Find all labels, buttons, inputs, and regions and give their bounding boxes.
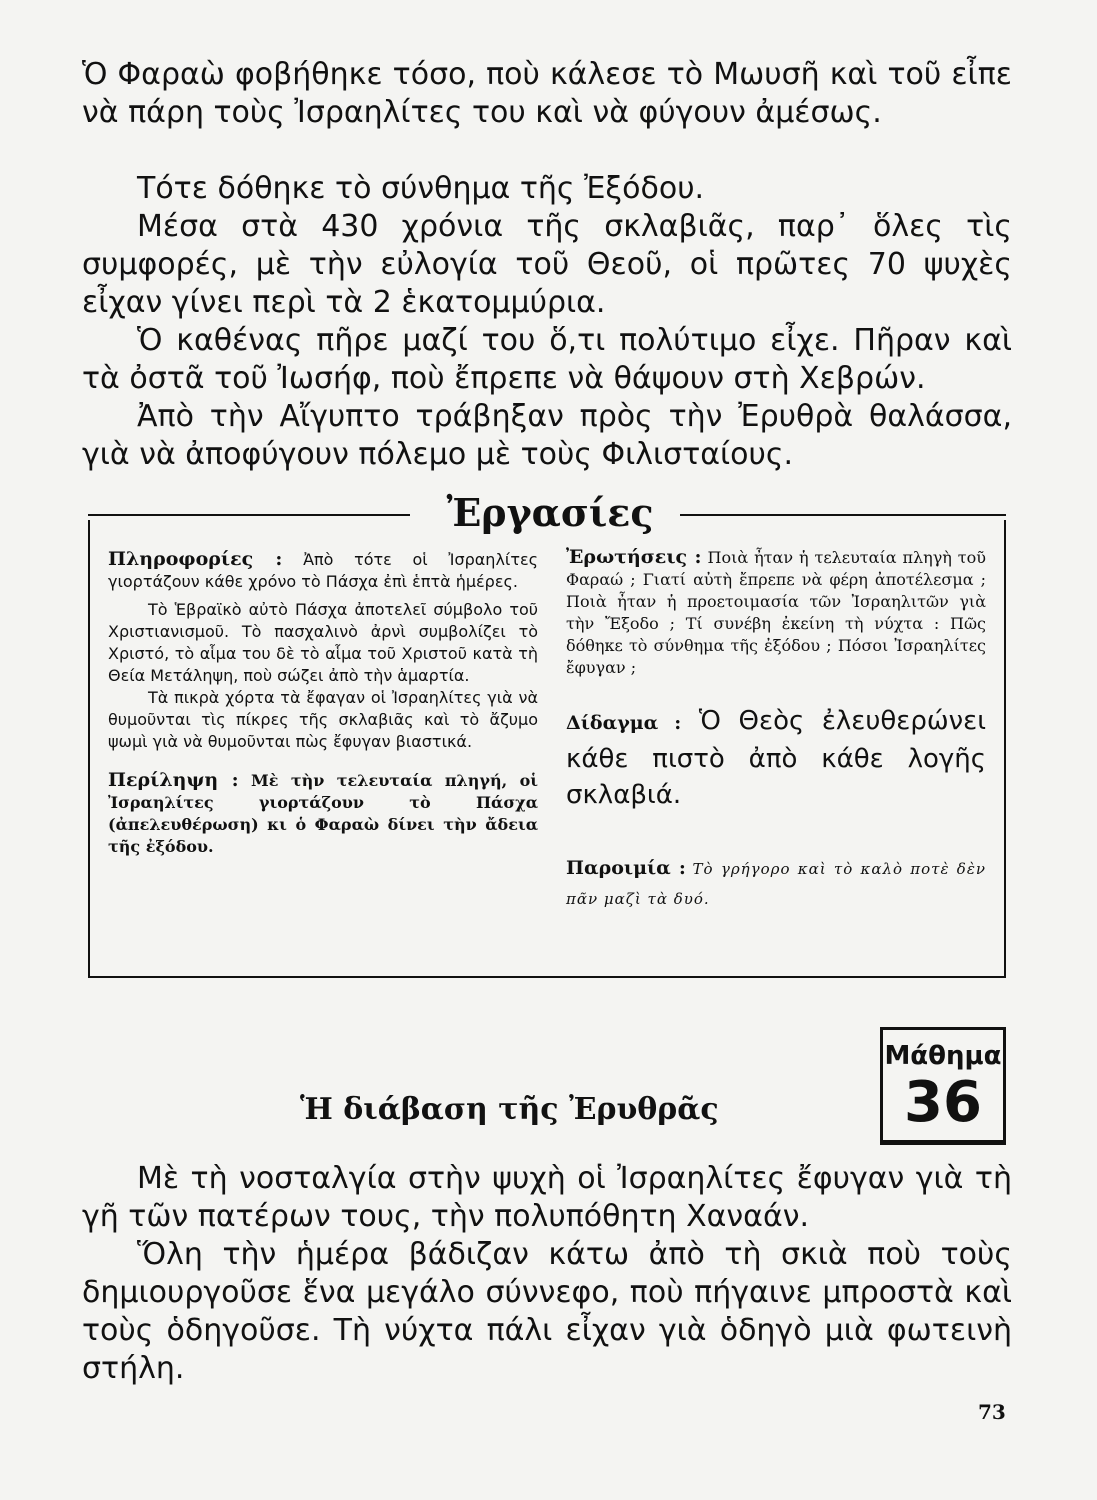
paragraph-red-sea-route: Ἀπὸ τὴν Αἴγυπτο τράβηξαν πρὸς τὴν Ἐρυθρὰ θαλάσσα, γιὰ νὰ ἀποφύγουν πόλεμο μὲ τοὺς Φιλισταίους. — [82, 399, 1012, 472]
proverb-text: Τὸ γρήγορο καὶ τὸ καλὸ ποτὲ δὲν πᾶν μαζὶ τὰ δυό. — [566, 860, 987, 908]
lesson-text: Ὁ Θεὸς ἐλευθερώνει κάθε πιστὸ ἀπὸ κάθε λογῆς σκλαβιά. — [566, 706, 986, 810]
paragraph-joseph-bones: Ὁ καθένας πῆρε μαζί του ὅ,τι πολύτιμο εἶχε. Πῆραν καὶ τὰ ὀστᾶ τοῦ Ἰωσήφ, ποὺ ἔπρεπε νὰ θάψουν στὴ Χεβρών. — [82, 323, 1012, 396]
questions-text: Ποιὰ ἦταν ἡ τελευταία πληγὴ τοῦ Φαραώ ; Γιατί αὐτὴ ἔπρεπε νὰ φέρη ἀποτέλεσμα ; Ποιὰ ἦταν ἡ προετοιμασία τῶν Ἰσραηλιτῶν γιὰ τὴν Ἔξοδο ; Τί συνέβη ἐκείνη τὴ νύχτα : Πῶς δόθηκε τὸ σύνθημα τῆς ἐξόδου ; Πόσοι Ἰσραηλίτες ἔφυγαν ; — [566, 548, 986, 677]
info-paragraph-3: Τὰ πικρὰ χόρτα τὰ ἔφαγαν οἱ Ἰσραηλίτες γιὰ νὰ θυμοῦνται τὶς πίκρες τῆς σκλαβιᾶς καὶ τὸ ἄζυμο ψωμὶ γιὰ νὰ θυμοῦνται πὼς ἔφυγαν βιαστικά. — [108, 688, 538, 751]
summary-label: Περίληψη : — [108, 769, 239, 791]
box-top-rule-right — [680, 514, 1006, 516]
section-heading: Ἡ διάβαση τῆς Ἐρυθρᾶς — [300, 1092, 719, 1127]
info-paragraph-2: Τὸ Ἑβραϊκὸ αὐτὸ Πάσχα ἀποτελεῖ σύμβολο τοῦ Χριστιανισμοῦ. Τὸ πασχαλινὸ ἀρνὶ συμβολίζει τὸ Χριστό, τὸ αἷμα του δὲ τὸ αἷμα τοῦ Χριστοῦ κατὰ τὴ Θεία Μετάληψη, ποὺ σώζει ἀπὸ τὴν ἁμαρτία. — [108, 600, 538, 685]
paragraph-430-years: Μέσα στὰ 430 χρόνια τῆς σκλαβιᾶς, παρ᾿ ὅλες τὶς συμφορές, μὲ τὴν εὐλογία τοῦ Θεοῦ, οἱ πρῶτες 70 ψυχὲς εἶχαν γίνει περὶ τὰ 2 ἑκατομμύρια. — [82, 209, 1012, 320]
lesson-word: Μάθημα — [884, 1041, 1002, 1071]
info-text: Ἀπὸ τότε οἱ Ἰσραηλίτες γιορτάζουν κάθε χρόνο τὸ Πάσχα ἐπὶ ἑπτὰ ἡμέρες. — [108, 550, 538, 591]
paragraph-nostalgia: Μὲ τὴ νοσταλγία στὴν ψυχὴ οἱ Ἰσραηλίτες ἔφυγαν γιὰ τὴ γῆ τῶν πατέρων τους, τὴν πολυπόθητη Χαναάν. — [82, 1161, 1012, 1234]
questions-label: Ἐρωτήσεις : — [566, 546, 702, 568]
exercises-title: Ἐργασίες — [446, 490, 654, 535]
left-column — [108, 548, 538, 858]
lesson-badge — [880, 1027, 1006, 1143]
paragraph-cloud-pillar: Ὅλη τὴν ἡμέρα βάδιζαν κάτω ἀπὸ τὴ σκιὰ ποὺ τοὺς δημιουργοῦσε ἕνα μεγάλο σύννεφο, ποὺ πήγαινε μπροστὰ καὶ τοὺς ὁδηγοῦσε. Τὴ νύχτα πάλι εἶχαν γιὰ ὁδηγὸ μιὰ φωτεινὴ στήλη. — [82, 1237, 1012, 1386]
lesson-badge-rule — [880, 1142, 1006, 1145]
paragraph-pharaoh-afraid: Ὁ Φαραὼ φοβήθηκε τόσο, ποὺ κάλεσε τὸ Μωυσῆ καὶ τοῦ εἶπε νὰ πάρη τοὺς Ἰσραηλίτες του καὶ νὰ φύγουν ἀμέσως. — [82, 57, 1012, 130]
box-top-rule-left — [88, 514, 410, 516]
lesson-label: Δίδαγμα : — [566, 712, 682, 734]
info-label: Πληροφορίες : — [108, 548, 283, 570]
summary-text: Μὲ τὴν τελευταία πληγή, οἱ Ἰσραηλίτες γιορτάζουν τὸ Πάσχα (ἀπελευθέρωση) κι ὁ Φαραὼ δίνει τὴν ἄδεια τῆς ἐξόδου. — [108, 771, 538, 856]
right-column — [566, 546, 986, 914]
lesson-number: 36 — [904, 1070, 982, 1135]
paragraph-exodus-signal: Τότε δόθηκε τὸ σύνθημα τῆς Ἐξόδου. — [137, 171, 705, 206]
page-number: 73 — [978, 1400, 1006, 1424]
proverb-label: Παροιμία : — [566, 857, 686, 879]
